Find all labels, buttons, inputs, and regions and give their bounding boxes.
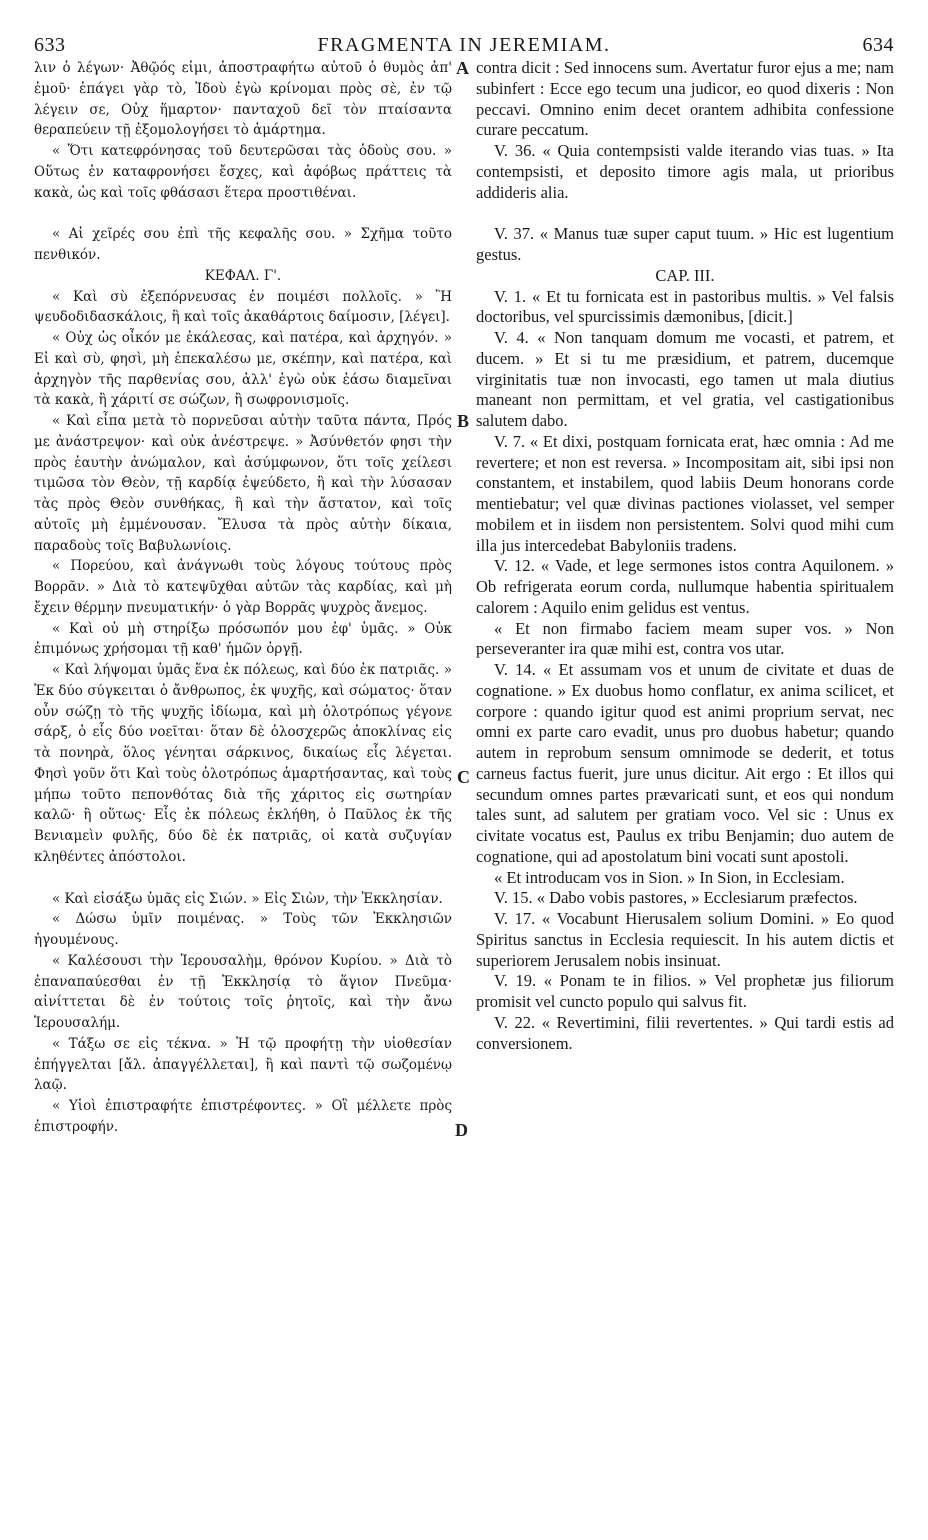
greek-paragraph: « Ὅτι κατεφρόνησας τοῦ δευτερῶσαι τὰς ὁδοὺς σου. » Οὕτως ἐν καταφρονήσει ἔσχες, καὶ ἀφόβως πράττεις τὰ κακὰ, ὡς καὶ τοῖς φθάσασι ἕτερα προστιθέναι. [34,143,452,201]
latin-paragraph: V. 22. « Revertimini, filii revertentes. » Qui tardi estis ad conversionem. [476,1012,894,1053]
latin-paragraph: contra dicit : Sed innocens sum. Avertatur furor ejus a me; nam subinfert : Ecce ego tecum una judicor, eo quod dixeris : Non peccavi. Omnino enim decet orantem adhibita confessione curare peccatum. [476,58,894,140]
latin-paragraph: V. 12. « Vade, et lege sermones istos contra Aquilonem. » Ob refrigerata eorum corda, nullumque habentia spiritualem calorem : Aquilo enim gelidus est ventus. [476,556,894,617]
latin-paragraph: « Et introducam vos in Sion. » In Sion, in Ecclesiam. [494,867,845,887]
latin-paragraph: V. 17. « Vocabunt Hierusalem solium Domini. » Eo quod Spiritus sanctus in Ecclesia requiescit. In his autem dictis et superiorem Jerusalem nobis insinuat. [476,909,894,970]
page-number-right: 634 [862,34,894,56]
page-number-left: 633 [34,34,66,56]
latin-paragraph: V. 36. « Quia contempsisti valde iterando vias tuas. » Ita contempsisti, et deposito timore agis mala, ut prioribus addideris alia. [476,141,894,202]
greek-paragraph: « Οὐχ ὡς οἶκόν με ἐκάλεσας, καὶ πατέρα, καὶ ἀρχηγόν. » Εἰ καὶ σὺ, φησὶ, μὴ ἐπεκαλέσω με, σκέπην, καὶ πατέρα, καὶ ἀρχηγὸν τῆς παρθενίας σου, ἀλλ' ἐγὼ οὐκ ἐάσω διαμεῖναι τὰ κακὰ, ἢ χάριτί σε σώζων, ἢ σωφρονισμοῖς. [34,330,452,409]
page-header [34,34,894,58]
greek-paragraph: « Τάξω σε εἰς τέκνα. » Ἡ τῷ προφήτῃ τὴν υἱοθεσίαν ἐπήγγελται [ἄλ. ἀπαγγέλλεται], ἢ καὶ παντὶ τῷ σωζομένῳ λαῷ. [34,1035,452,1094]
greek-paragraph: « Καὶ εἰσάξω ὑμᾶς εἰς Σιών. » Εἰς Σιὼν, τὴν Ἐκκλησίαν. [52,890,443,907]
latin-paragraph: « Et non firmabo faciem meam super vos. » Non perseveranter ira quæ mihi est, contra vos utar. [476,618,894,659]
latin-paragraph: V. 4. « Non tanquam domum me vocasti, et patrem, et ducem. » Et si tu me præsidium, et patrem, ducemque virginitatis tuæ non invocasti, ego tamen ut mala diutius maneant non permittam, et vel gratia, vel castigationibus salutem dabo. [476,328,894,430]
greek-column [34,58,452,1138]
running-title: FRAGMENTA IN JEREMIAM. [317,34,611,56]
latin-column [476,58,894,1054]
greek-paragraph: « Πορεύου, καὶ ἀνάγνωθι τοὺς λόγους τούτους πρὸς Βορρᾶν. » Διὰ τὸ κατεψῦχθαι αὐτῶν τὰς καρδίας, καὶ μὴ ἔχειν θέρμην πνευματικήν· ὁ γὰρ Βορρᾶς ψυχρὸς ἄνεμος. [34,558,452,616]
greek-paragraph: λιν ὁ λέγων· Ἀθῷός εἰμι, ἀποστραφήτω αὐτοῦ ὁ θυμὸς ἀπ' ἐμοῦ· ἐπάγει γὰρ τὸ, Ἰδοὺ ἐγὼ κρίνομαι πρὸς σὲ, ἐν τῷ λέγειν σε, Οὐχ ἥμαρτον· πανταχοῦ δεῖ τὸν πταίσαντα θεραπεύειν τῇ ἐξομολογήσει τὸ ἁμάρτημα. [34,60,452,139]
margin-letter-a: A [456,58,469,78]
margin-letter-d: D [455,1120,468,1140]
greek-paragraph: « Καὶ εἶπα μετὰ τὸ πορνεῦσαι αὐτὴν ταῦτα πάντα, Πρός με ἀνάστρεψον· καὶ οὐκ ἀνέστρεψε. » Ἀσύνθετόν φησι τὴν πρὸς ἑαυτὴν ἀνώμαλον, καὶ ἀσύμφωνον, ὅτι τοῖς χείλεσι τιμῶσα τὸν Θεὸν, τῇ καρδίᾳ ἐψεύδετο, ἢ καὶ τὴν λύσασαν τὰς πρὸς Θεὸν συνθήκας, ἢ καὶ τὴν ἄστατον, καὶ τοῖς αὐτοῖς μὴ ἐμμένουσαν. Ἔλυσα τὰ πρὸς αὐτὴν δίκαια, παραδοὺς τοῖς Βαβυλωνίοις. [34,413,452,554]
latin-paragraph: V. 15. « Dabo vobis pastores, » Ecclesiarum præfectos. [494,888,858,908]
greek-chapter-heading: ΚΕΦΑΛ. Γ'. [204,267,282,284]
greek-paragraph: « Δώσω ὑμῖν ποιμένας. » Τοὺς τῶν Ἐκκλησιῶν ἡγουμένους. [34,911,452,948]
latin-paragraph: V. 14. « Et assumam vos et unum de civitate et duas de cognatione. » Ex duobus homo conflatur, ex anima scilicet, et corpore : quando igitur quod est animi proprium servat, nec omni ex parte caro evadit, unus pro duobus habetur; quando autem in reprobum sensum omnimode se dederit, et totus carneus factus fuerit, jure unus dicitur. Ait ergo : Et illos qui secundum omnes partes prævaricati sunt, et eos qui nondum tales sunt, ad salutem per gratiam voco. Vel sic : Unus ex civitate vocatus est, Paulus ex tribu Benjamin; duo autem de cognatione, qui ad apostolatum bini vocati sunt apostoli. [476,660,894,866]
greek-paragraph: « Αἱ χεῖρές σου ἐπὶ τῆς κεφαλῆς σου. » Σχῆμα τοῦτο πενθικόν. [34,226,452,263]
latin-paragraph: V. 7. « Et dixi, postquam fornicata erat, hæc omnia : Ad me revertere; et non est reversa. » Incompositam ait, sibi ipsi non constantem, et instabilem, quod labiis Deum honorans corde mentiebatur; vel quæ divinas pactiones violasset, vel semper mobilem et in iisdem non persistentem. Solvi quod mihi cum illa jus intercedebat Babyloniis tradens. [476,431,894,555]
greek-paragraph: « Υἱοὶ ἐπιστραφήτε ἐπιστρέφοντες. » Οἳ μέλλετε πρὸς ἐπιστροφήν. [34,1098,452,1135]
greek-paragraph: « Καὶ οὐ μὴ στηρίξω πρόσωπόν μου ἐφ' ὑμᾶς. » Οὐκ ἐπιμόνως χρήσομαι τῇ καθ' ἡμῶν ὀργῇ. [34,620,452,658]
latin-paragraph: V. 19. « Ponam te in filios. » Vel prophetæ jus filiorum promisit vel cuncto populo qui salvus fit. [476,971,894,1011]
margin-letter-c: C [457,767,470,787]
margin-letter-b: B [457,411,470,431]
greek-paragraph: « Καὶ λήψομαι ὑμᾶς ἕνα ἐκ πόλεως, καὶ δύο ἐκ πατριᾶς. » Ἐκ δύο σύγκειται ὁ ἄνθρωπος, ἐκ ψυχῆς, καὶ σώματος· ὅταν οὖν σώζῃ τὸ τῆς ψυχῆς ἰδίωμα, καὶ μὴ ὁλοτρόπως γέγονε σάρξ, ὁ εἷς δύο νοεῖται· ὅταν δὲ ὁλοσχερῶς ἀποκλίνας εἰς τὰ πονηρὰ, ὅλος γένηται σάρκινος, δικαίως εἷς λέγεται. Φησὶ γοῦν ὅτι Καὶ τοὺς ὁλοτρόπως ἁμαρτήσαντας, καὶ τοὺς μήπω τοῦτο πεπονθότας διὰ τῆς χάριτος εἰς σωτηρίαν καλῶ· ἢ οὕτως· Εἷς ἐκ πόλεως ἐκλήθη, ὁ Παῦλος ἐκ τῆς Βενιαμεὶν φυλῆς, δύο δὲ ἐκ πατριᾶς, οἱ κατὰ συζυγίαν κληθέντες ἀπόστολοι. [34,662,452,865]
latin-chapter-heading: CAP. III. [655,265,715,285]
greek-paragraph: « Καὶ σὺ ἐξεπόρνευσας ἐν ποιμέσι πολλοῖς. » Ἢ ψευδοδιδασκάλοις, ἢ καὶ τοῖς ἀκαθάρτοις δαίμοσιν, [λέγει]. [34,288,452,326]
latin-paragraph: V. 37. « Manus tuæ super caput tuum. » Hic est lugentium gestus. [476,224,894,264]
latin-paragraph: V. 1. « Et tu fornicata est in pastoribus multis. » Vel falsis doctoribus, vel spurcissimis dæmonibus, [dicit.] [476,286,894,327]
greek-paragraph: « Καλέσουσι τὴν Ἱερουσαλὴμ, θρόνον Κυρίου. » Διὰ τὸ ἐπαναπαύεσθαι ἐν τῇ Ἐκκλησίᾳ τὸ ἅγιον Πνεῦμα· αἰνίττεται δὲ ἐν τούτοις τοῖς ῥητοῖς, καὶ τὴν ἄνω Ἱερουσαλήμ. [34,952,452,1031]
